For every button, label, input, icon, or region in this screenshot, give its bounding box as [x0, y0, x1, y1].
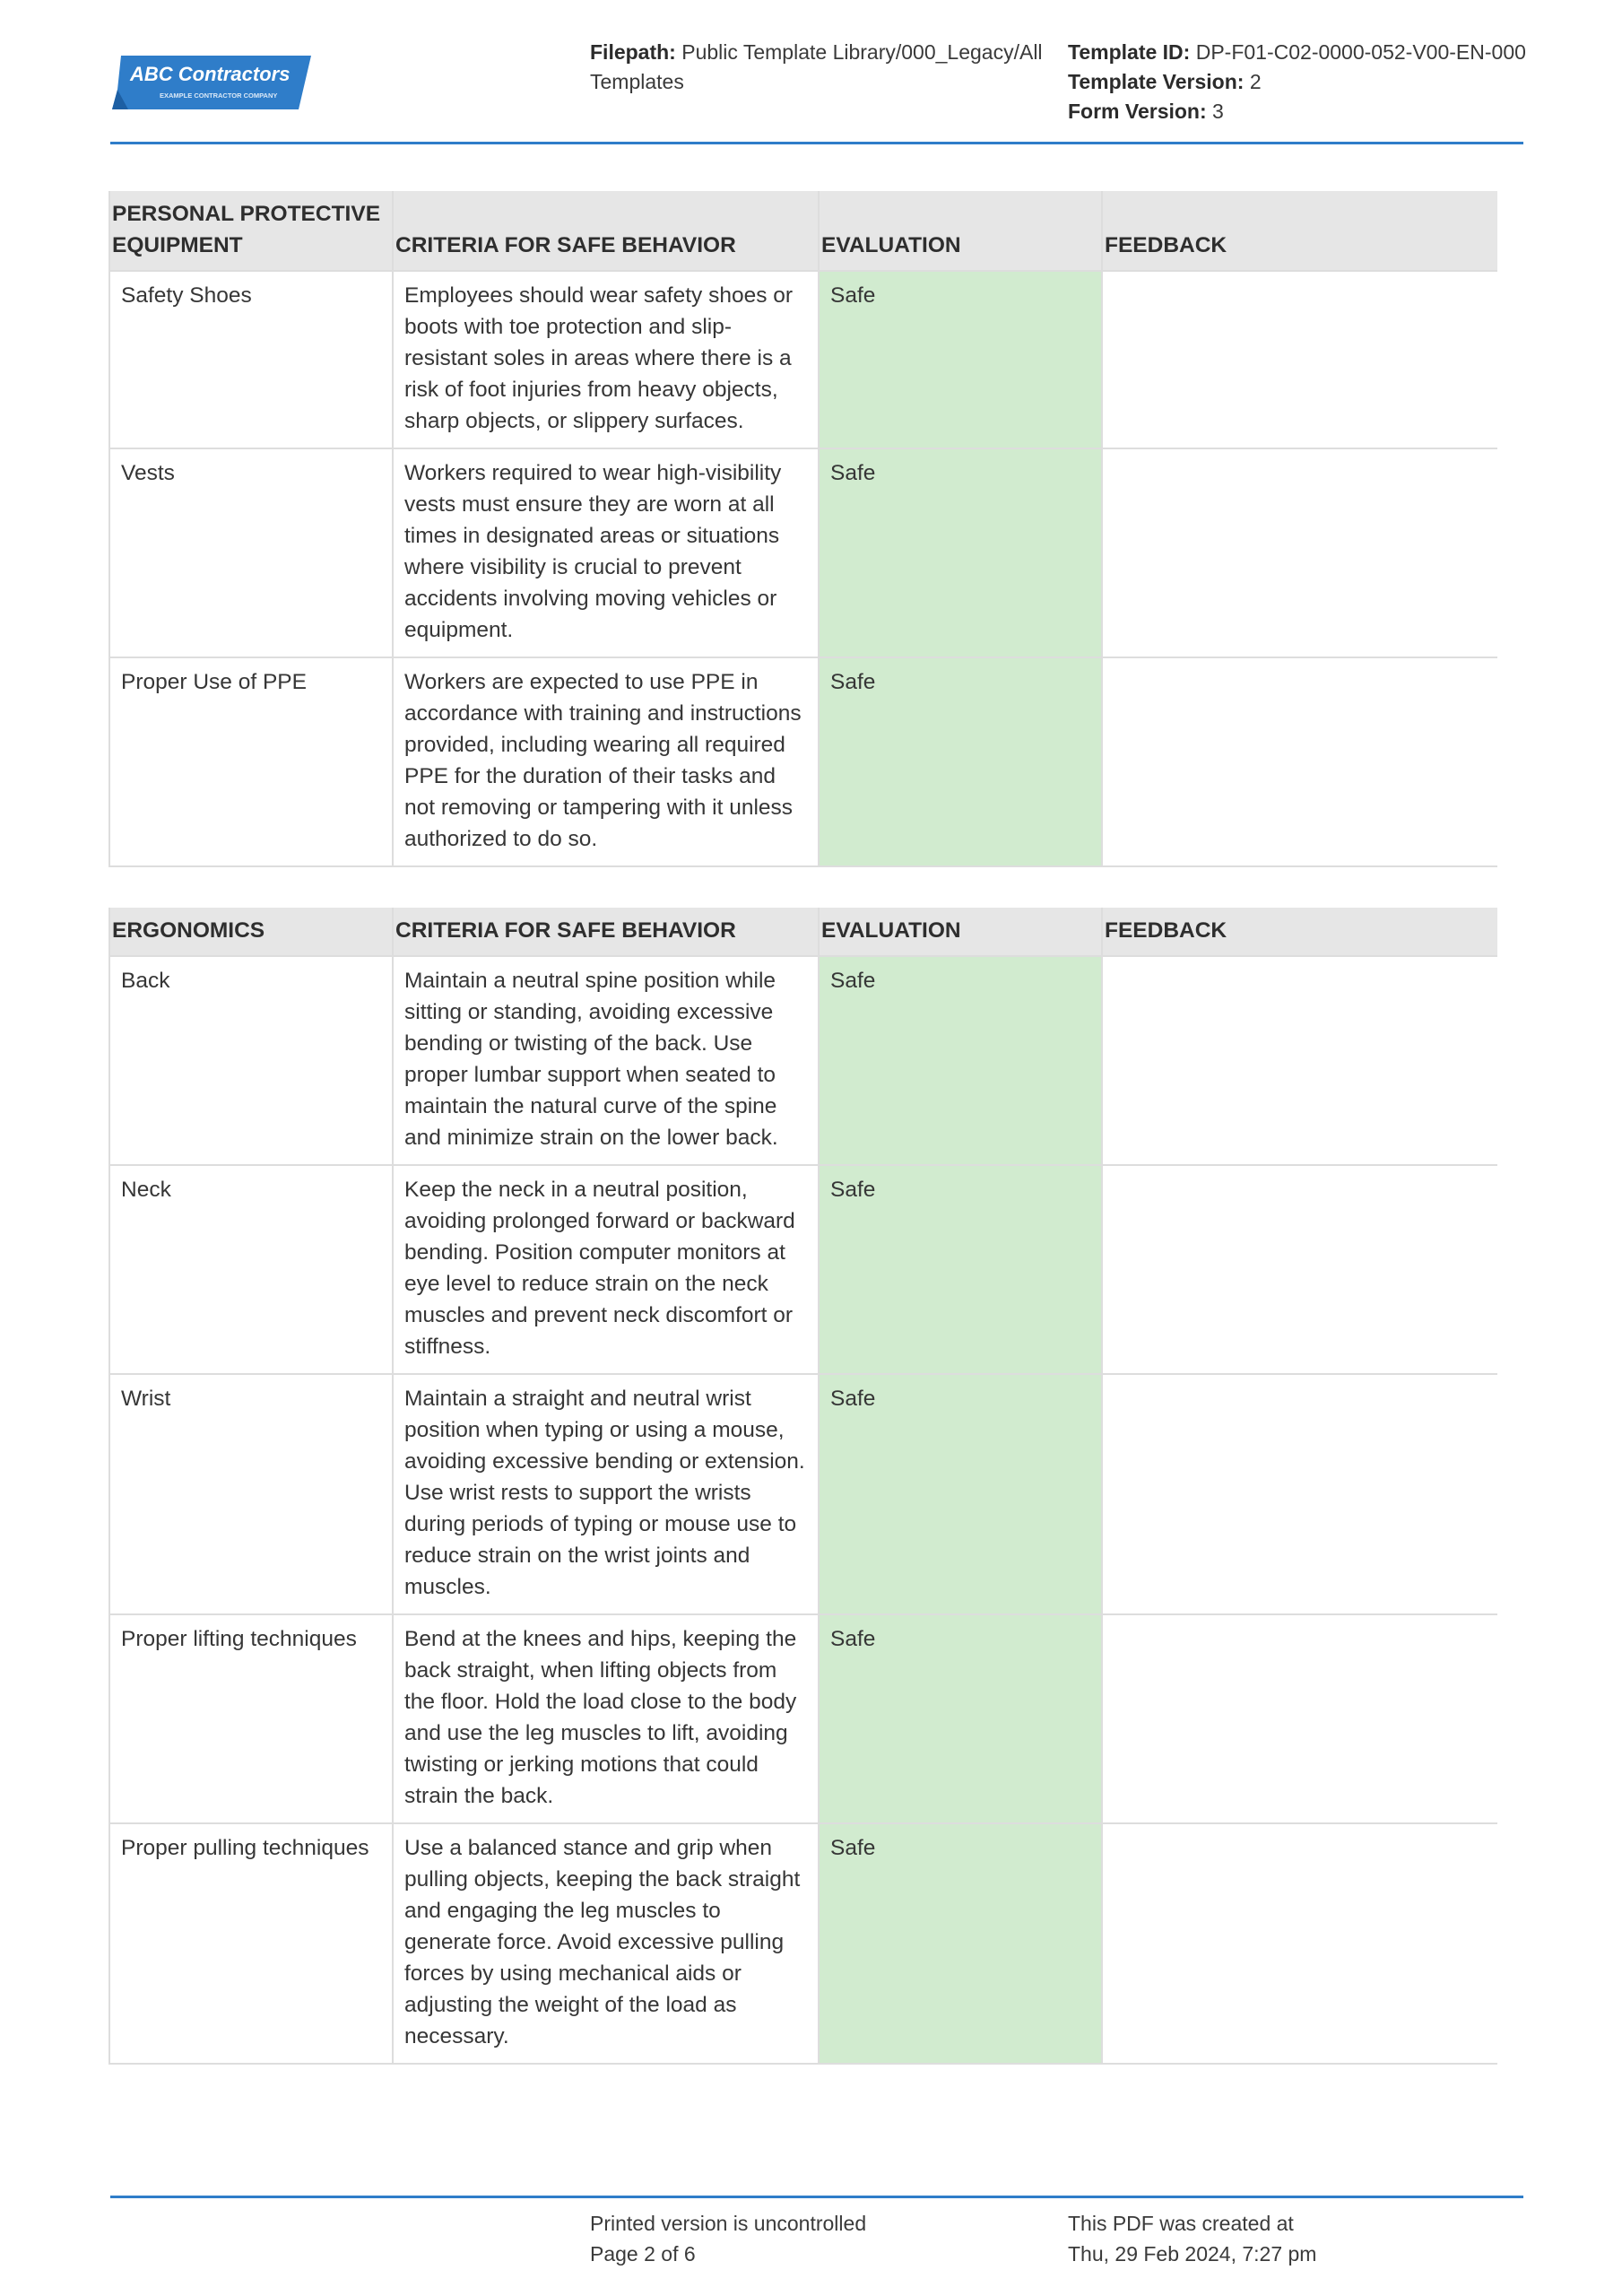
row-item: Back: [109, 956, 393, 1165]
row-criteria: Bend at the knees and hips, keeping the back straight, when lifting objects from the floor. Hold the load close to the body and use the leg muscles to lift, avoiding twisting or jerking motions that could strain the back.: [393, 1614, 819, 1823]
header-divider: [110, 142, 1523, 144]
row-item: Wrist: [109, 1374, 393, 1614]
logo-name: ABC Contractors: [130, 63, 291, 85]
row-feedback: [1102, 1374, 1497, 1614]
ergonomics-table: [108, 908, 1497, 2065]
form-version-value: 3: [1212, 100, 1224, 123]
page-header: [110, 36, 1526, 144]
filepath-block: [590, 38, 1056, 97]
row-evaluation: Safe: [819, 1374, 1102, 1614]
created-label: This PDF was created at: [1068, 2212, 1294, 2235]
row-item: Proper Use of PPE: [109, 657, 393, 866]
template-version-value: 2: [1249, 70, 1262, 93]
row-evaluation: Safe: [819, 1823, 1102, 2064]
row-item: Safety Shoes: [109, 271, 393, 448]
table-row: [109, 956, 1497, 1165]
table-row: [109, 1165, 1497, 1374]
template-version-label: Template Version:: [1068, 70, 1245, 93]
row-feedback: [1102, 1823, 1497, 2064]
column-header-feedback: FEEDBACK: [1102, 908, 1497, 956]
table-row: [109, 657, 1497, 866]
column-header-criteria: CRITERIA FOR SAFE BEHAVIOR: [393, 908, 819, 956]
template-id-line: [1068, 38, 1534, 67]
template-meta-block: [1068, 38, 1534, 126]
column-header-feedback: FEEDBACK: [1102, 191, 1497, 271]
footer-right: [1068, 2208, 1516, 2269]
column-header-criteria: CRITERIA FOR SAFE BEHAVIOR: [393, 191, 819, 271]
row-feedback: [1102, 657, 1497, 866]
table-header-row: [109, 908, 1497, 956]
table-row: [109, 448, 1497, 657]
row-criteria: Use a balanced stance and grip when pulling objects, keeping the back straight and engaging the leg muscles to generate force. Avoid excessive pulling forces by using mechanical aids or adjusting the weight of the load as necessary.: [393, 1823, 819, 2064]
row-feedback: [1102, 1614, 1497, 1823]
row-evaluation: Safe: [819, 271, 1102, 448]
table-row: [109, 271, 1497, 448]
page-number: Page 2 of 6: [590, 2242, 696, 2266]
form-version-line: [1068, 97, 1534, 126]
column-header-item: ERGONOMICS: [109, 908, 393, 956]
table-header-row: [109, 191, 1497, 271]
template-id-label: Template ID:: [1068, 40, 1191, 64]
ppe-table: [108, 191, 1497, 867]
filepath-value: Public Template Library/000_Legacy/All Templates: [590, 40, 1043, 93]
row-criteria: Maintain a neutral spine position while sitting or standing, avoiding excessive bending or twisting of the back. Use proper lumbar support when seated to maintain the natural curve of the spine and minimize strain on the lower back.: [393, 956, 819, 1165]
logo-tagline: EXAMPLE CONTRACTOR COMPANY: [160, 91, 278, 100]
footer-left: [590, 2208, 1038, 2269]
table-row: [109, 1614, 1497, 1823]
row-evaluation: Safe: [819, 1165, 1102, 1374]
row-evaluation: Safe: [819, 657, 1102, 866]
column-header-evaluation: EVALUATION: [819, 191, 1102, 271]
uncontrolled-notice: Printed version is uncontrolled: [590, 2212, 867, 2235]
row-item: Vests: [109, 448, 393, 657]
row-feedback: [1102, 271, 1497, 448]
row-feedback: [1102, 1165, 1497, 1374]
row-item: Neck: [109, 1165, 393, 1374]
footer-divider: [110, 2196, 1523, 2198]
row-evaluation: Safe: [819, 1614, 1102, 1823]
form-version-label: Form Version:: [1068, 100, 1207, 123]
table-row: [109, 1823, 1497, 2064]
row-item: Proper pulling techniques: [109, 1823, 393, 2064]
created-timestamp: Thu, 29 Feb 2024, 7:27 pm: [1068, 2242, 1317, 2266]
filepath-label: Filepath:: [590, 40, 676, 64]
row-criteria: Maintain a straight and neutral wrist position when typing or using a mouse, avoiding excessive bending or extension. Use wrist rests to support the wrists during periods of typing or mouse use to reduce strain on the wrist joints and muscles.: [393, 1374, 819, 1614]
row-criteria: Workers required to wear high-visibility vests must ensure they are worn at all times in designated areas or situations where visibility is crucial to prevent accidents involving moving vehicles or equipment.: [393, 448, 819, 657]
template-version-line: [1068, 67, 1534, 97]
row-item: Proper lifting techniques: [109, 1614, 393, 1823]
row-criteria: Keep the neck in a neutral position, avoiding prolonged forward or backward bending. Position computer monitors at eye level to reduce strain on the neck muscles and prevent neck discomfort or stiffness.: [393, 1165, 819, 1374]
row-feedback: [1102, 956, 1497, 1165]
row-criteria: Employees should wear safety shoes or boots with toe protection and slip-resistant soles in areas where there is a risk of foot injuries from heavy objects, sharp objects, or slippery surfaces.: [393, 271, 819, 448]
column-header-evaluation: EVALUATION: [819, 908, 1102, 956]
table-row: [109, 1374, 1497, 1614]
company-logo: [110, 54, 317, 111]
row-evaluation: Safe: [819, 448, 1102, 657]
template-id-value: DP-F01-C02-0000-052-V00-EN-000: [1195, 40, 1526, 64]
row-criteria: Workers are expected to use PPE in accordance with training and instructions provided, including wearing all required PPE for the duration of their tasks and not removing or tampering with it unless authorized to do so.: [393, 657, 819, 866]
row-evaluation: Safe: [819, 956, 1102, 1165]
row-feedback: [1102, 448, 1497, 657]
column-header-item: PERSONAL PROTECTIVE EQUIPMENT: [109, 191, 393, 271]
